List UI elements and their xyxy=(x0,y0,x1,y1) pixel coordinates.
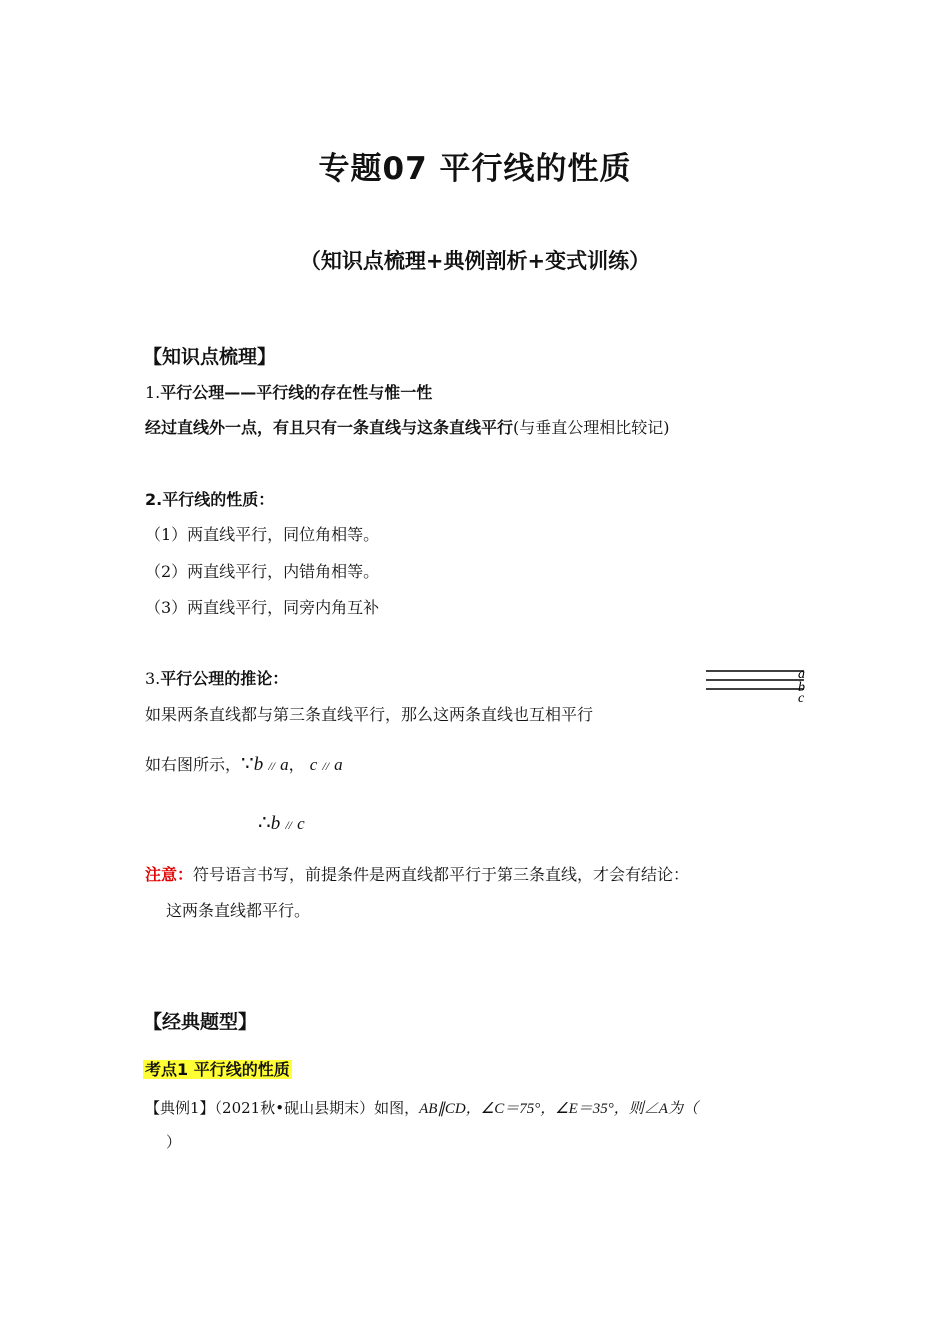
point1-note: (与垂直公理相比较记) xyxy=(513,418,670,437)
var-b: b xyxy=(253,754,264,775)
point2-heading: 2.平行线的性质： xyxy=(145,490,275,509)
point3-title: 平行公理的推论： xyxy=(160,669,289,688)
exam-point-1 xyxy=(143,1057,292,1080)
point1-axiom: 经过直线外一点，有且只有一条直线与这条直线平行 xyxy=(145,418,514,437)
point2-item-2: （2）两直线平行，内错角相等。 xyxy=(145,562,380,581)
note-text-2: 这两条直线都平行。 xyxy=(166,901,311,920)
parallel-symbol-2: // xyxy=(322,759,330,773)
example-end: ） xyxy=(166,1133,182,1151)
because-symbol: ∵ xyxy=(241,751,254,775)
point3-heading xyxy=(145,666,288,689)
label-a: a xyxy=(798,667,805,682)
parallel-lines-figure xyxy=(704,664,814,706)
example-math: AB∥CD，∠C＝75°，∠E＝35°，则∠A为（ xyxy=(419,1101,698,1117)
section-header-knowledge: 【知识点梳理】 xyxy=(143,346,277,368)
concl-var-c: c xyxy=(297,814,305,833)
concl-var-b: b xyxy=(270,813,281,834)
example-1 xyxy=(145,1097,698,1118)
point1-number: 1. xyxy=(145,383,161,402)
page-subtitle: （知识点梳理+典例剖析+变式训练） xyxy=(299,249,651,273)
point1-text xyxy=(145,415,670,438)
example-source: （2021秋•砚山县期末）如图， xyxy=(214,1099,420,1117)
section-header-classic: 【经典题型】 xyxy=(143,1011,258,1033)
note-label: 注意： xyxy=(145,865,194,884)
conclusion-line xyxy=(258,810,305,835)
point2-item-3: （3）两直线平行，同旁内角互补 xyxy=(145,598,380,617)
point1-heading xyxy=(145,380,432,403)
point2-item-1: （1）两直线平行，同位角相等。 xyxy=(145,525,380,544)
point3-number: 3. xyxy=(145,669,161,688)
note-text-1: 符号语言书写，前提条件是两直线都平行于第三条直线，才会有结论： xyxy=(193,865,690,884)
var-a-2: a xyxy=(334,755,343,774)
point1-title: 平行公理——平行线的存在性与惟一性 xyxy=(160,383,433,402)
var-c: c xyxy=(309,755,318,774)
figure-intro: 如右图所示， xyxy=(145,755,242,774)
parallel-symbol: // xyxy=(268,759,276,773)
point3-text: 如果两条直线都与第三条直线平行，那么这两条直线也互相平行 xyxy=(145,705,594,724)
example-label: 【典例1】 xyxy=(145,1099,215,1117)
exam-point-label: 考点1 平行线的性质 xyxy=(145,1060,290,1079)
therefore-symbol: ∴ xyxy=(258,810,271,834)
figure-reasoning-line xyxy=(145,751,343,776)
comma: ， xyxy=(288,755,305,774)
concl-parallel: // xyxy=(285,818,292,832)
var-a: a xyxy=(280,755,289,774)
note-line-1 xyxy=(145,862,689,885)
page-title: 专题07 平行线的性质 xyxy=(318,151,632,187)
label-b: b xyxy=(798,680,805,695)
label-c: c xyxy=(798,691,805,706)
